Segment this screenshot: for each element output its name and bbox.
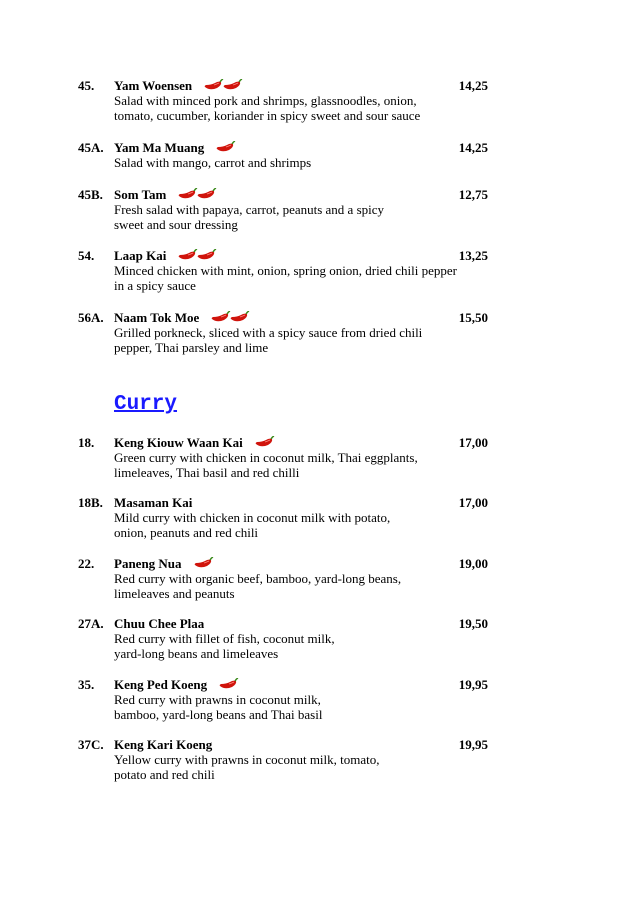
chili-pepper-icon [230,311,250,323]
chili-pepper-icon [178,188,198,200]
item-name: Yam Ma Muang [114,140,205,155]
spicy-level [204,79,242,94]
item-name: Masaman Kai [114,495,193,510]
item-description: Red curry with organic beef, bamboo, yard-long beans, limeleaves and peanuts [114,571,402,601]
spicy-level [216,141,235,156]
item-description: Salad with mango, carrot and shrimps [114,155,312,170]
item-description: Minced chicken with mint, onion, spring onion, dried chili pepper in a spicy sauce [114,263,457,293]
chili-pepper-icon [255,436,275,448]
item-number: 45. [78,78,95,93]
item-name: Laap Kai [114,248,167,263]
section-heading-curry[interactable]: Curry [114,393,178,416]
spicy-level [194,557,213,572]
item-description: Fresh salad with papaya, carrot, peanuts and a spicy sweet and sour dressing [114,202,385,232]
chili-pepper-icon [197,249,217,261]
chili-pepper-icon [204,79,224,91]
item-description: Grilled porkneck, sliced with a spicy sauce from dried chili pepper, Thai parsley and lime [114,325,423,355]
item-name: Keng Ped Koeng [114,677,208,692]
chili-pepper-icon [223,79,243,91]
item-number: 35. [78,677,95,692]
spicy-level [219,678,238,693]
item-name: Keng Kiouw Waan Kai [114,435,243,450]
spicy-level [178,188,216,203]
spicy-level [255,436,274,451]
item-price: 17,00 [458,435,488,450]
item-price: 17,00 [458,495,488,510]
item-price: 14,25 [458,78,488,93]
chili-pepper-icon [219,678,239,690]
item-price: 19,95 [458,677,488,692]
item-number: 18. [78,435,95,450]
item-number: 27A. [78,616,104,631]
item-name: Keng Kari Koeng [114,737,213,752]
item-number: 45B. [78,187,103,202]
item-name: Naam Tok Moe [114,310,200,325]
item-price: 12,75 [458,187,488,202]
item-name: Chuu Chee Plaa [114,616,205,631]
chili-pepper-icon [211,311,231,323]
item-number: 22. [78,556,95,571]
chili-pepper-icon [194,557,214,569]
item-description: Salad with minced pork and shrimps, glassnoodles, onion, tomato, cucumber, koriander in spicy sweet and sour sauce [114,93,421,123]
item-price: 19,95 [458,737,488,752]
item-description: Yellow curry with prawns in coconut milk, tomato, potato and red chili [114,752,380,782]
item-price: 19,50 [458,616,488,631]
item-number: 18B. [78,495,103,510]
item-name: Paneng Nua [114,556,182,571]
item-price: 19,00 [458,556,488,571]
item-description: Red curry with fillet of fish, coconut milk, yard-long beans and limeleaves [114,631,335,661]
item-number: 56A. [78,310,104,325]
item-number: 54. [78,248,95,263]
item-price: 13,25 [458,248,488,263]
item-price: 15,50 [458,310,488,325]
item-name: Yam Woensen [114,78,193,93]
item-number: 45A. [78,140,104,155]
item-name: Som Tam [114,187,167,202]
chili-pepper-icon [197,188,217,200]
item-price: 14,25 [458,140,488,155]
item-description: Red curry with prawns in coconut milk, bamboo, yard-long beans and Thai basil [114,692,323,722]
item-description: Green curry with chicken in coconut milk, Thai eggplants, limeleaves, Thai basil and red chilli [114,450,418,480]
item-number: 37C. [78,737,104,752]
spicy-level [178,249,216,264]
chili-pepper-icon [178,249,198,261]
item-description: Mild curry with chicken in coconut milk with potato, onion, peanuts and red chili [114,510,391,540]
chili-pepper-icon [216,141,236,153]
spicy-level [211,311,249,326]
